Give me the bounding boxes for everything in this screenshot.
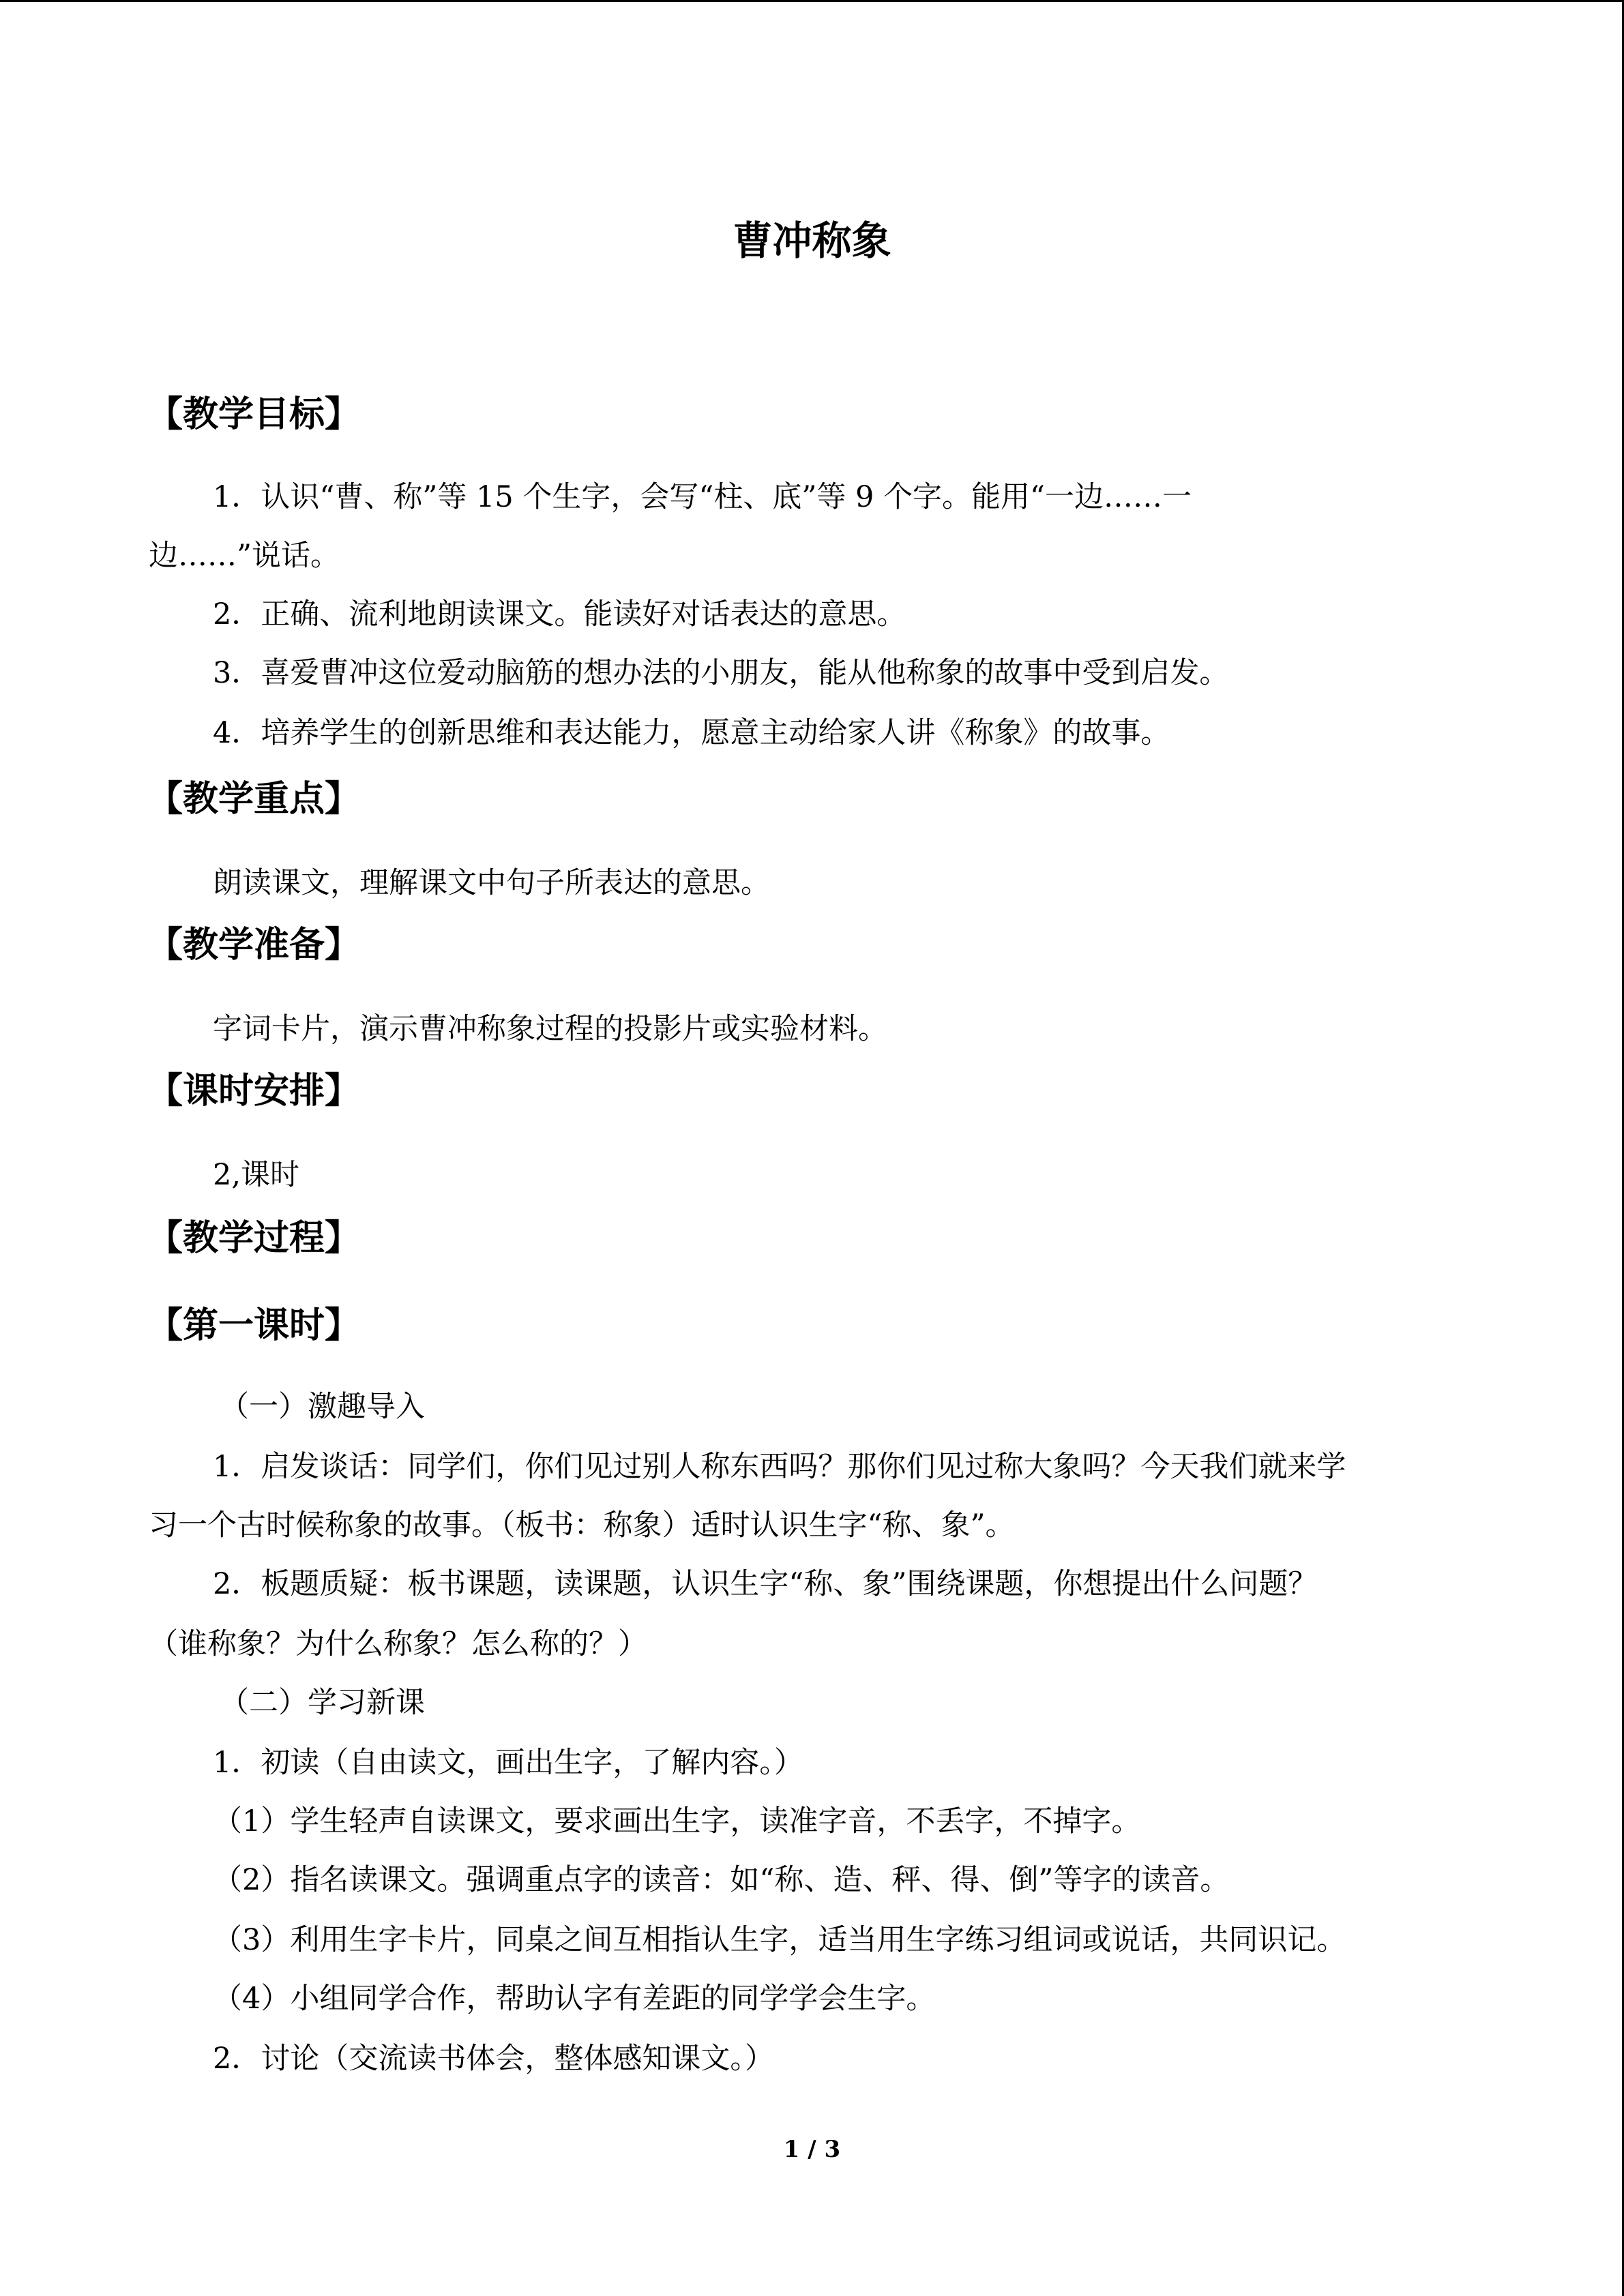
goal-item-2: 2．正确、流利地朗读课文。能读好对话表达的意思。 <box>213 597 906 631</box>
lesson1-line-4: 2．板题质疑：板书课题，读课题，认识生字“称、象”围绕课题，你想提出什么问题？ <box>213 1567 1318 1601</box>
goal-item-1-cont: 边……”说话。 <box>149 539 340 573</box>
lesson1-line-10: （3）利用生字卡片，同桌之间互相指认生字，适当用生字练习组词或说话，共同识记。 <box>213 1923 1346 1957</box>
preparation-text: 字词卡片，演示曹冲称象过程的投影片或实验材料。 <box>213 1012 887 1046</box>
lesson1-line-2: 1．启发谈话：同学们，你们见过别人称东西吗？那你们见过称大象吗？今天我们就来学 <box>213 1450 1346 1484</box>
schedule-text: 2,课时 <box>213 1158 300 1192</box>
goal-item-1: 1．认识“曹、称”等 15 个生字，会写“柱、底”等 9 个字。能用“一边……一 <box>213 480 1192 514</box>
lesson1-line-6: （二）学习新课 <box>220 1686 425 1720</box>
heading-goals: 【教学目标】 <box>147 393 361 435</box>
heading-lesson-1: 【第一课时】 <box>147 1304 361 1346</box>
lesson1-line-5: （谁称象？为什么称象？怎么称的？） <box>149 1627 647 1661</box>
key-points-text: 朗读课文，理解课文中句子所表达的意思。 <box>213 866 770 900</box>
heading-preparation: 【教学准备】 <box>147 924 361 966</box>
lesson1-line-1: （一）激趣导入 <box>220 1390 425 1424</box>
heading-schedule: 【课时安排】 <box>147 1070 361 1112</box>
page-title: 曹冲称象 <box>733 218 891 264</box>
lesson1-line-12: 2．讨论（交流读书体会，整体感知课文。） <box>213 2042 774 2076</box>
top-border <box>0 0 1624 2</box>
goal-item-3: 3．喜爱曹冲这位爱动脑筋的想办法的小朋友，能从他称象的故事中受到启发。 <box>213 656 1229 690</box>
lesson1-line-7: 1．初读（自由读文，画出生字，了解内容。） <box>213 1746 803 1780</box>
page-number: 1 / 3 <box>783 2136 841 2163</box>
lesson1-line-9: （2）指名读课文。强调重点字的读音：如“称、造、秤、得、倒”等字的读音。 <box>213 1863 1230 1897</box>
goal-item-4: 4．培养学生的创新思维和表达能力，愿意主动给家人讲《称象》的故事。 <box>213 716 1170 750</box>
heading-key-points: 【教学重点】 <box>147 778 361 820</box>
heading-process: 【教学过程】 <box>147 1217 361 1259</box>
lesson1-line-8: （1）学生轻声自读课文，要求画出生字，读准字音，不丢字，不掉字。 <box>213 1804 1141 1838</box>
lesson1-line-3: 习一个古时候称象的故事。（板书：称象）适时认识生字“称、象”。 <box>149 1508 1015 1542</box>
lesson1-line-11: （4）小组同学合作，帮助认字有差距的同学学会生字。 <box>213 1982 936 2016</box>
